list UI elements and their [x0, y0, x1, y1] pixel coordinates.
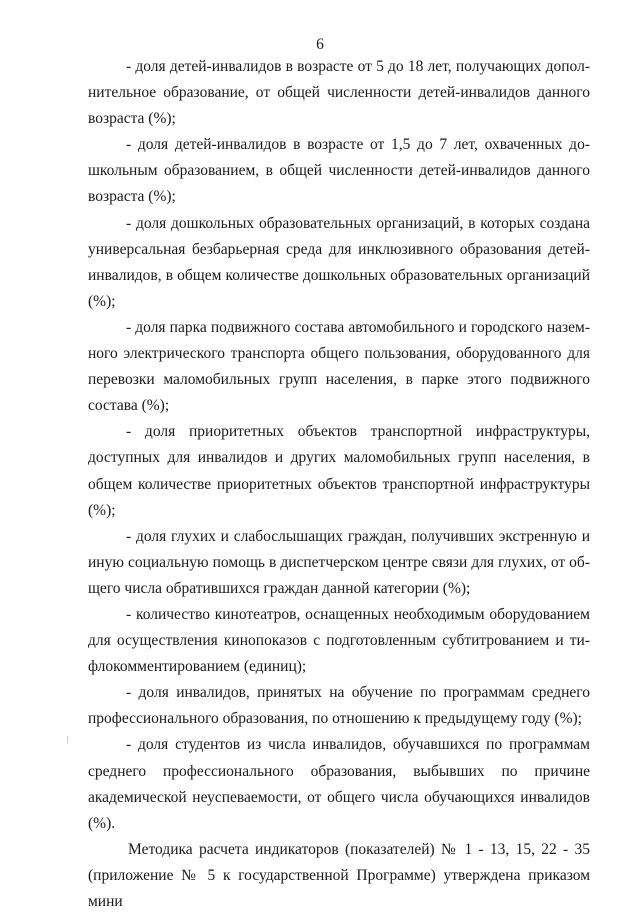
indicator-item-barrier-free-preschools: - доля дошкольных образовательных организаций, в которых создана универсальная безбарьерная среда для инклюзивного образования детей-инвалидов, в общем количестве дошкольных образовательных организаций (%); [88, 214, 590, 310]
margin-mark [67, 736, 68, 743]
methodology-paragraph: Методика расчета индикаторов (показателей) № 1 - 13, 15, 22 - 35 (приложение № 5 к государственной Программе) утверждена приказом мини [88, 840, 590, 910]
indicator-item-cinemas: - количество кинотеатров, оснащенных необходимым оборудованием для осуществления кинопоказов с подготовленным субтитрованием и тифлокомментированием (единиц); [88, 605, 590, 676]
indicator-item-accessible-vehicles: - доля парка подвижного состава автомобильного и городского наземного электрического транспорта общего пользования, оборудованного для перевозки маломобильных групп населения, в парке этого подвижного состава (%); [88, 318, 590, 415]
body-text [88, 54, 590, 915]
indicator-item-academic-dropout: - доля студентов из числа инвалидов, обучавшихся по программам среднего профессионального образования, выбывших по причине академической неуспеваемости, от общего числа обучающихся инвалидов (%). [88, 736, 590, 832]
indicator-item-transport-infrastructure: - доля приоритетных объектов транспортной инфраструктуры, доступных для инвалидов и других маломобильных групп населения, в общем количестве приоритетных объектов транспортной инфраструктуры (%); [88, 423, 590, 519]
indicator-item-deaf-dispatch-center: - доля глухих и слабослышащих граждан, получивших экстренную и иную социальную помощь в диспетчерском центре связи для глухих, от общего числа обратившихся граждан данной категории (%); [88, 527, 590, 597]
page-number: 6 [316, 36, 324, 53]
indicator-item-vocational-admission: - доля инвалидов, принятых на обучение по программам среднего профессионального образования, по отношению к предыдущему году (%); [88, 684, 590, 728]
indicator-item-additional-education: - доля детей-инвалидов в возрасте от 5 до 18 лет, получающих дополнительное образование, от общей численности детей-инвалидов данного возраста (%); [88, 58, 590, 128]
indicator-item-preschool-coverage: - доля детей-инвалидов в возрасте от 1,5 до 7 лет, охваченных дошкольным образованием, в общей численности детей-инвалидов данного возраста (%); [88, 136, 590, 206]
